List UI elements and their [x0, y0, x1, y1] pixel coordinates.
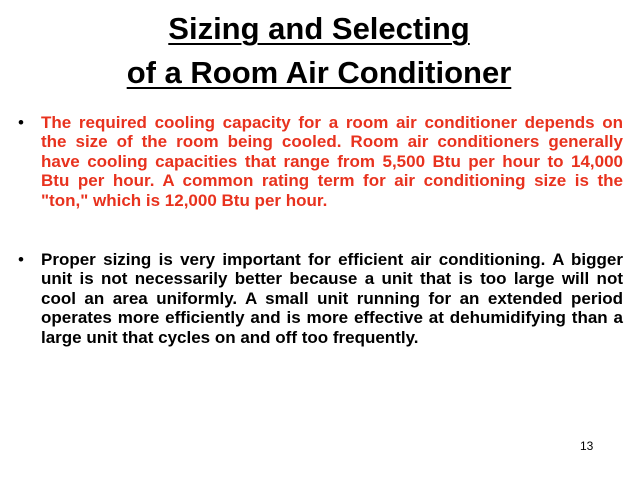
bullet-text-proper-sizing: Proper sizing is very important for efficient air conditioning. A bigger unit is not necessarily better because a unit that is too large will not cool an area uniformly. A small unit running for an extended period operates more efficiently and is more effective at dehumidifying than a large unit that cycles on and off too frequently.: [41, 250, 623, 347]
bullet-list-item-2: [18, 250, 623, 347]
bullet-dot-icon: •: [18, 250, 24, 269]
slide-title-line-1: Sizing and Selecting: [168, 11, 470, 46]
bullet-dot-icon: •: [18, 113, 24, 132]
slide-title-line-2: of a Room Air Conditioner: [126, 55, 512, 90]
bullet-text-cooling-capacity: The required cooling capacity for a room air conditioner depends on the size of the room being cooled. Room air conditioners generally have cooling capacities that range from 5,500 Btu per hour to 14,000 Btu per hour. A common rating term for air conditioning size is the "ton," which is 12,000 Btu per hour.: [41, 113, 623, 210]
page-number: 13: [580, 439, 594, 453]
bullet-list-item-1: [18, 113, 623, 210]
